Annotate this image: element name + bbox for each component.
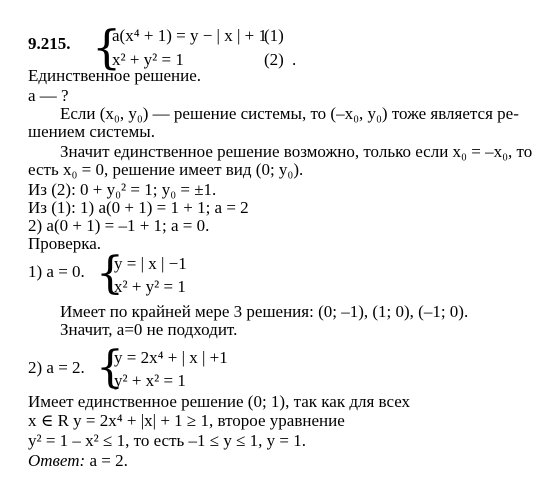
- system-end: .: [292, 50, 297, 69]
- brace-icon: {: [96, 248, 124, 299]
- text-line: x ∈ R y = 2x⁴ + |x| + 1 ≥ 1, второе уравнение: [28, 411, 345, 430]
- text-line: Имеет по крайней мере 3 решения: (0; –1), (1; 0), (–1; 0).: [60, 302, 469, 321]
- problem-number: 9.215.: [28, 34, 71, 53]
- text-line: Имеет единственное решение (0; 1), так как для всех: [28, 392, 411, 411]
- text-line: Значит, a=0 не подходит.: [60, 320, 238, 339]
- text-line: Если (x₀, y₀) — решение системы, то (–x₀, y₀) тоже является ре-: [60, 104, 519, 123]
- text-line: 2) a(0 + 1) = –1 + 1; a = 0.: [28, 216, 210, 235]
- system-eq1: a(x⁴ + 1) = y − | x | + 1: [112, 26, 267, 45]
- text-line: y² = 1 – x² ≤ 1, то есть –1 ≤ y ≤ 1, y = 1.: [28, 431, 307, 450]
- check1-eq2: x² + y² = 1: [114, 277, 186, 296]
- brace-icon: {: [92, 20, 122, 74]
- system-eq2-tag: (2): [264, 50, 284, 69]
- text-line: есть x₀ = 0, решение имеет вид (0; y₀).: [28, 160, 304, 179]
- problem-system: [92, 22, 352, 72]
- text-line: Проверка.: [28, 234, 102, 253]
- check1-label: 1) a = 0.: [28, 262, 85, 281]
- brace-icon: {: [96, 342, 124, 393]
- text-line: Единственное решение.: [28, 66, 202, 85]
- text-line: a — ?: [28, 86, 69, 105]
- text-line: шением системы.: [28, 122, 155, 141]
- answer-value: a = 2.: [89, 451, 128, 470]
- text-line: Значит единственное решение возможно, только если x₀ = –x₀, то: [60, 142, 533, 161]
- check2-label: 2) a = 2.: [28, 358, 85, 377]
- check2-eq2: y² + x² = 1: [114, 371, 186, 390]
- answer-label: Ответ:: [28, 451, 86, 470]
- answer-line: [28, 451, 128, 471]
- text-line: Из (2): 0 + y₀² = 1; y₀ = ±1.: [28, 180, 217, 199]
- system-eq2: x² + y² = 1: [112, 50, 184, 69]
- check1-eq1: y = | x | −1: [114, 254, 187, 273]
- system-eq1-tag: (1): [264, 26, 284, 45]
- check2-system: [96, 344, 316, 392]
- check1-system: [96, 250, 296, 298]
- text-line: Из (1): 1) a(0 + 1) = 1 + 1; a = 2: [28, 198, 249, 217]
- check2-eq1: y = 2x⁴ + | x | +1: [114, 348, 228, 367]
